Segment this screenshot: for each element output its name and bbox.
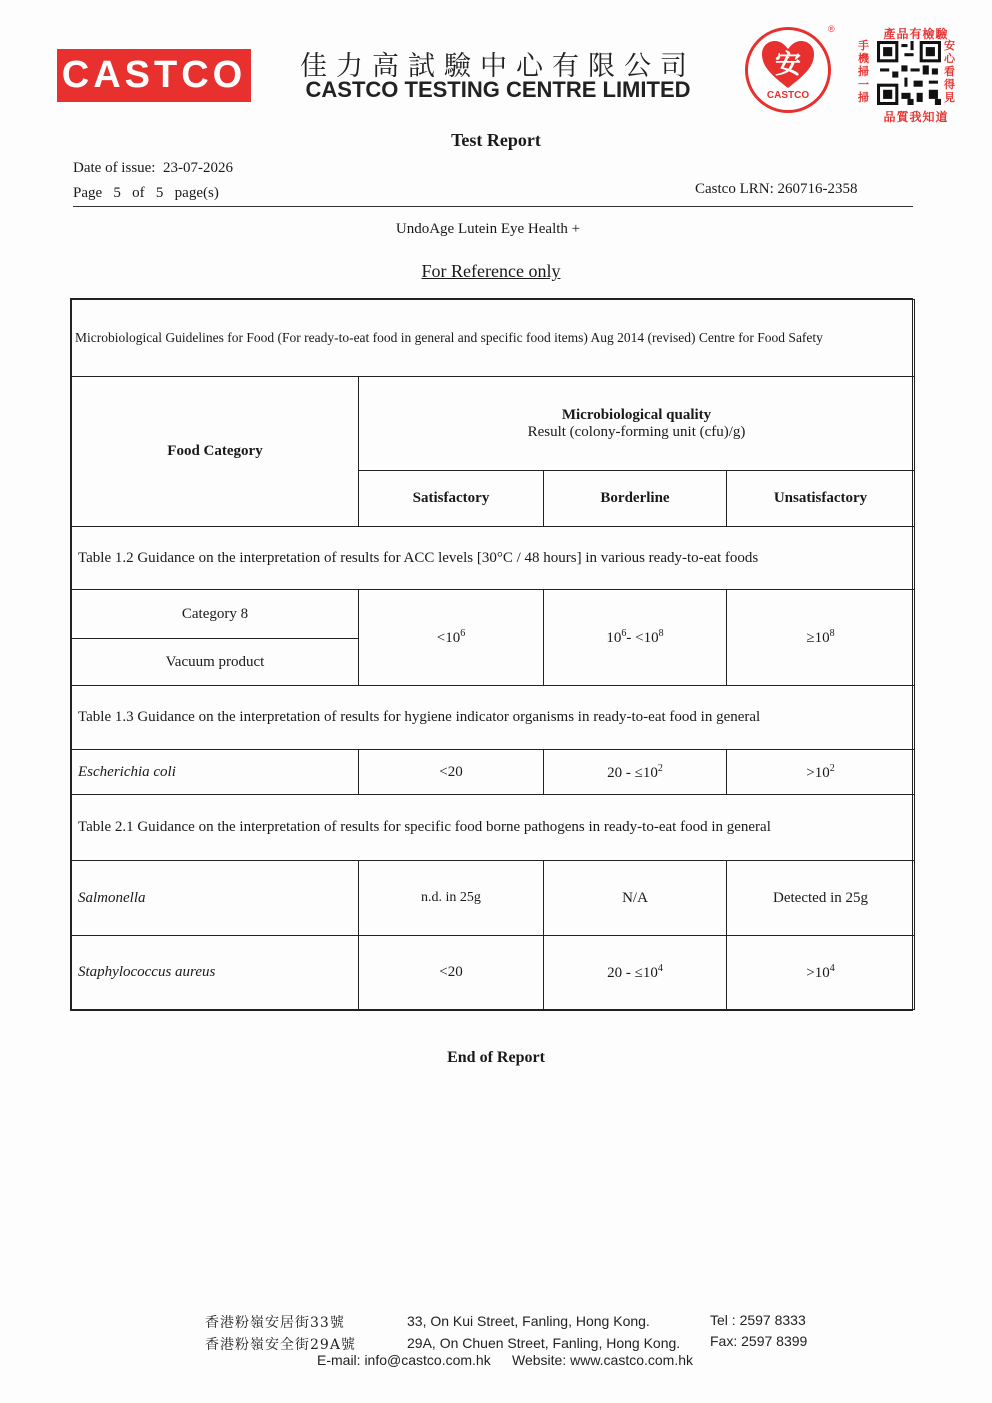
section-row <box>72 686 915 750</box>
qr-caption-right: 安心看得見 <box>944 39 955 104</box>
section-row <box>72 527 915 590</box>
col-satisfactory: Satisfactory <box>359 471 544 527</box>
salmonella-borderline: N/A <box>544 861 727 936</box>
seal-text: CASTCO <box>766 90 810 101</box>
safety-seal-logo <box>745 24 835 113</box>
col-unsatisfactory: Unsatisfactory <box>727 471 915 527</box>
quality-subtitle: Result (colony-forming unit (cfu)/g) <box>527 423 746 440</box>
lrn-value: 260716-2358 <box>777 181 858 197</box>
end-of-report: End of Report <box>447 1049 545 1066</box>
salmonella-satisfactory: n.d. in 25g <box>359 861 544 936</box>
page-current: 5 <box>113 185 121 201</box>
qr-caption-left: 手機掃一掃 <box>858 39 869 104</box>
castco-logo: CASTCO <box>57 49 251 102</box>
ecoli-borderline: $20 - \le 10^2$ <box>544 750 727 795</box>
table-row <box>72 936 915 1010</box>
footer-email[interactable]: E-mail: info@castco.com.hk <box>317 1352 491 1368</box>
page-indicator <box>73 185 219 202</box>
staph-borderline: $20 - \le 10^4$ <box>544 936 727 1010</box>
section-title-1-2: Table 1.2 Guidance on the interpretation of results for ACC levels [30°C / 48 hours] in various ready-to-eat foods <box>72 527 915 590</box>
category-8-cell: Category 8 <box>72 590 359 639</box>
qr-caption-top: 產品有檢驗 <box>883 27 949 41</box>
product-name: UndoAge Lutein Eye Health + <box>395 221 581 237</box>
qr-caption-bottom: 品質我知道 <box>883 110 949 124</box>
guideline-title: Microbiological Guidelines for Food (For ready-to-eat food in general and specific food items) Aug 2014 (revised) Centre for Food Safety <box>72 300 915 377</box>
registered-mark: ® <box>828 24 835 34</box>
acc-borderline: $10^6- <10^8$ <box>544 590 727 686</box>
staph-name: Staphylococcus aureus <box>72 936 359 1010</box>
salmonella-unsatisfactory: Detected in 25g <box>727 861 915 936</box>
seal-char: 安 <box>774 50 802 80</box>
footer-address-cn-1: 香港粉嶺安居街33號 <box>205 1315 345 1331</box>
footer-tel: Tel : 2597 8333 <box>710 1312 806 1328</box>
footer-address-en-2: 29A, On Chuen Street, Fanling, Hong Kong. <box>407 1335 681 1351</box>
report-title: Test Report <box>451 130 541 150</box>
acc-satisfactory: $<10^6$ <box>359 590 544 686</box>
quality-title: Microbiological quality <box>561 406 712 423</box>
footer-address-en-1: 33, On Kui Street, Fanling, Hong Kong. <box>407 1313 650 1329</box>
section-title-1-3: Table 1.3 Guidance on the interpretation of results for hygiene indicator organisms in ready-to-eat food in general <box>72 686 915 750</box>
col-borderline: Borderline <box>544 471 727 527</box>
page-suffix: page(s) <box>174 185 219 201</box>
page-total: 5 <box>155 185 164 201</box>
section-title-2-1: Table 2.1 Guidance on the interpretation of results for specific food borne pathogens in ready-to-eat food in general <box>72 795 915 861</box>
qr-zone <box>858 25 958 123</box>
reference-note: For Reference only <box>421 261 561 281</box>
lrn-label: Castco LRN: <box>695 181 774 197</box>
acc-unsatisfactory: $\ge 10^8$ <box>727 590 915 686</box>
footer-website[interactable]: Website: www.castco.com.hk <box>512 1352 694 1368</box>
qr-code-icon[interactable] <box>877 41 941 105</box>
page-of: of <box>132 185 145 201</box>
ecoli-satisfactory: <20 <box>359 750 544 795</box>
company-name-english: CASTCO TESTING CENTRE LIMITED <box>305 77 691 102</box>
ecoli-unsatisfactory: $>10^2$ <box>727 750 915 795</box>
date-label: Date of issue: <box>73 160 156 176</box>
date-of-issue <box>73 160 233 177</box>
table-row <box>72 750 915 795</box>
date-value: 23-07-2026 <box>162 160 233 176</box>
heart-icon <box>760 40 816 90</box>
footer-address-cn-2: 香港粉嶺安全街29A號 <box>205 1337 356 1353</box>
table-row <box>72 861 915 936</box>
guideline-row <box>72 300 915 377</box>
footer-fax: Fax: 2597 8399 <box>710 1333 808 1349</box>
table-row <box>72 590 915 639</box>
castco-lrn <box>695 181 858 198</box>
header-divider <box>73 206 913 207</box>
page-label: Page <box>73 185 103 201</box>
guidance-table <box>70 298 913 1011</box>
vacuum-product-cell: Vacuum product <box>72 639 359 686</box>
ecoli-name: Escherichia coli <box>72 750 359 795</box>
staph-unsatisfactory: $>10^4$ <box>727 936 915 1010</box>
section-row <box>72 795 915 861</box>
quality-header <box>359 377 915 471</box>
company-name-chinese: 佳力高試驗中心有限公司 <box>300 51 696 82</box>
staph-satisfactory: <20 <box>359 936 544 1010</box>
salmonella-name: Salmonella <box>72 861 359 936</box>
food-category-header: Food Category <box>72 377 359 527</box>
header-row <box>72 377 915 471</box>
